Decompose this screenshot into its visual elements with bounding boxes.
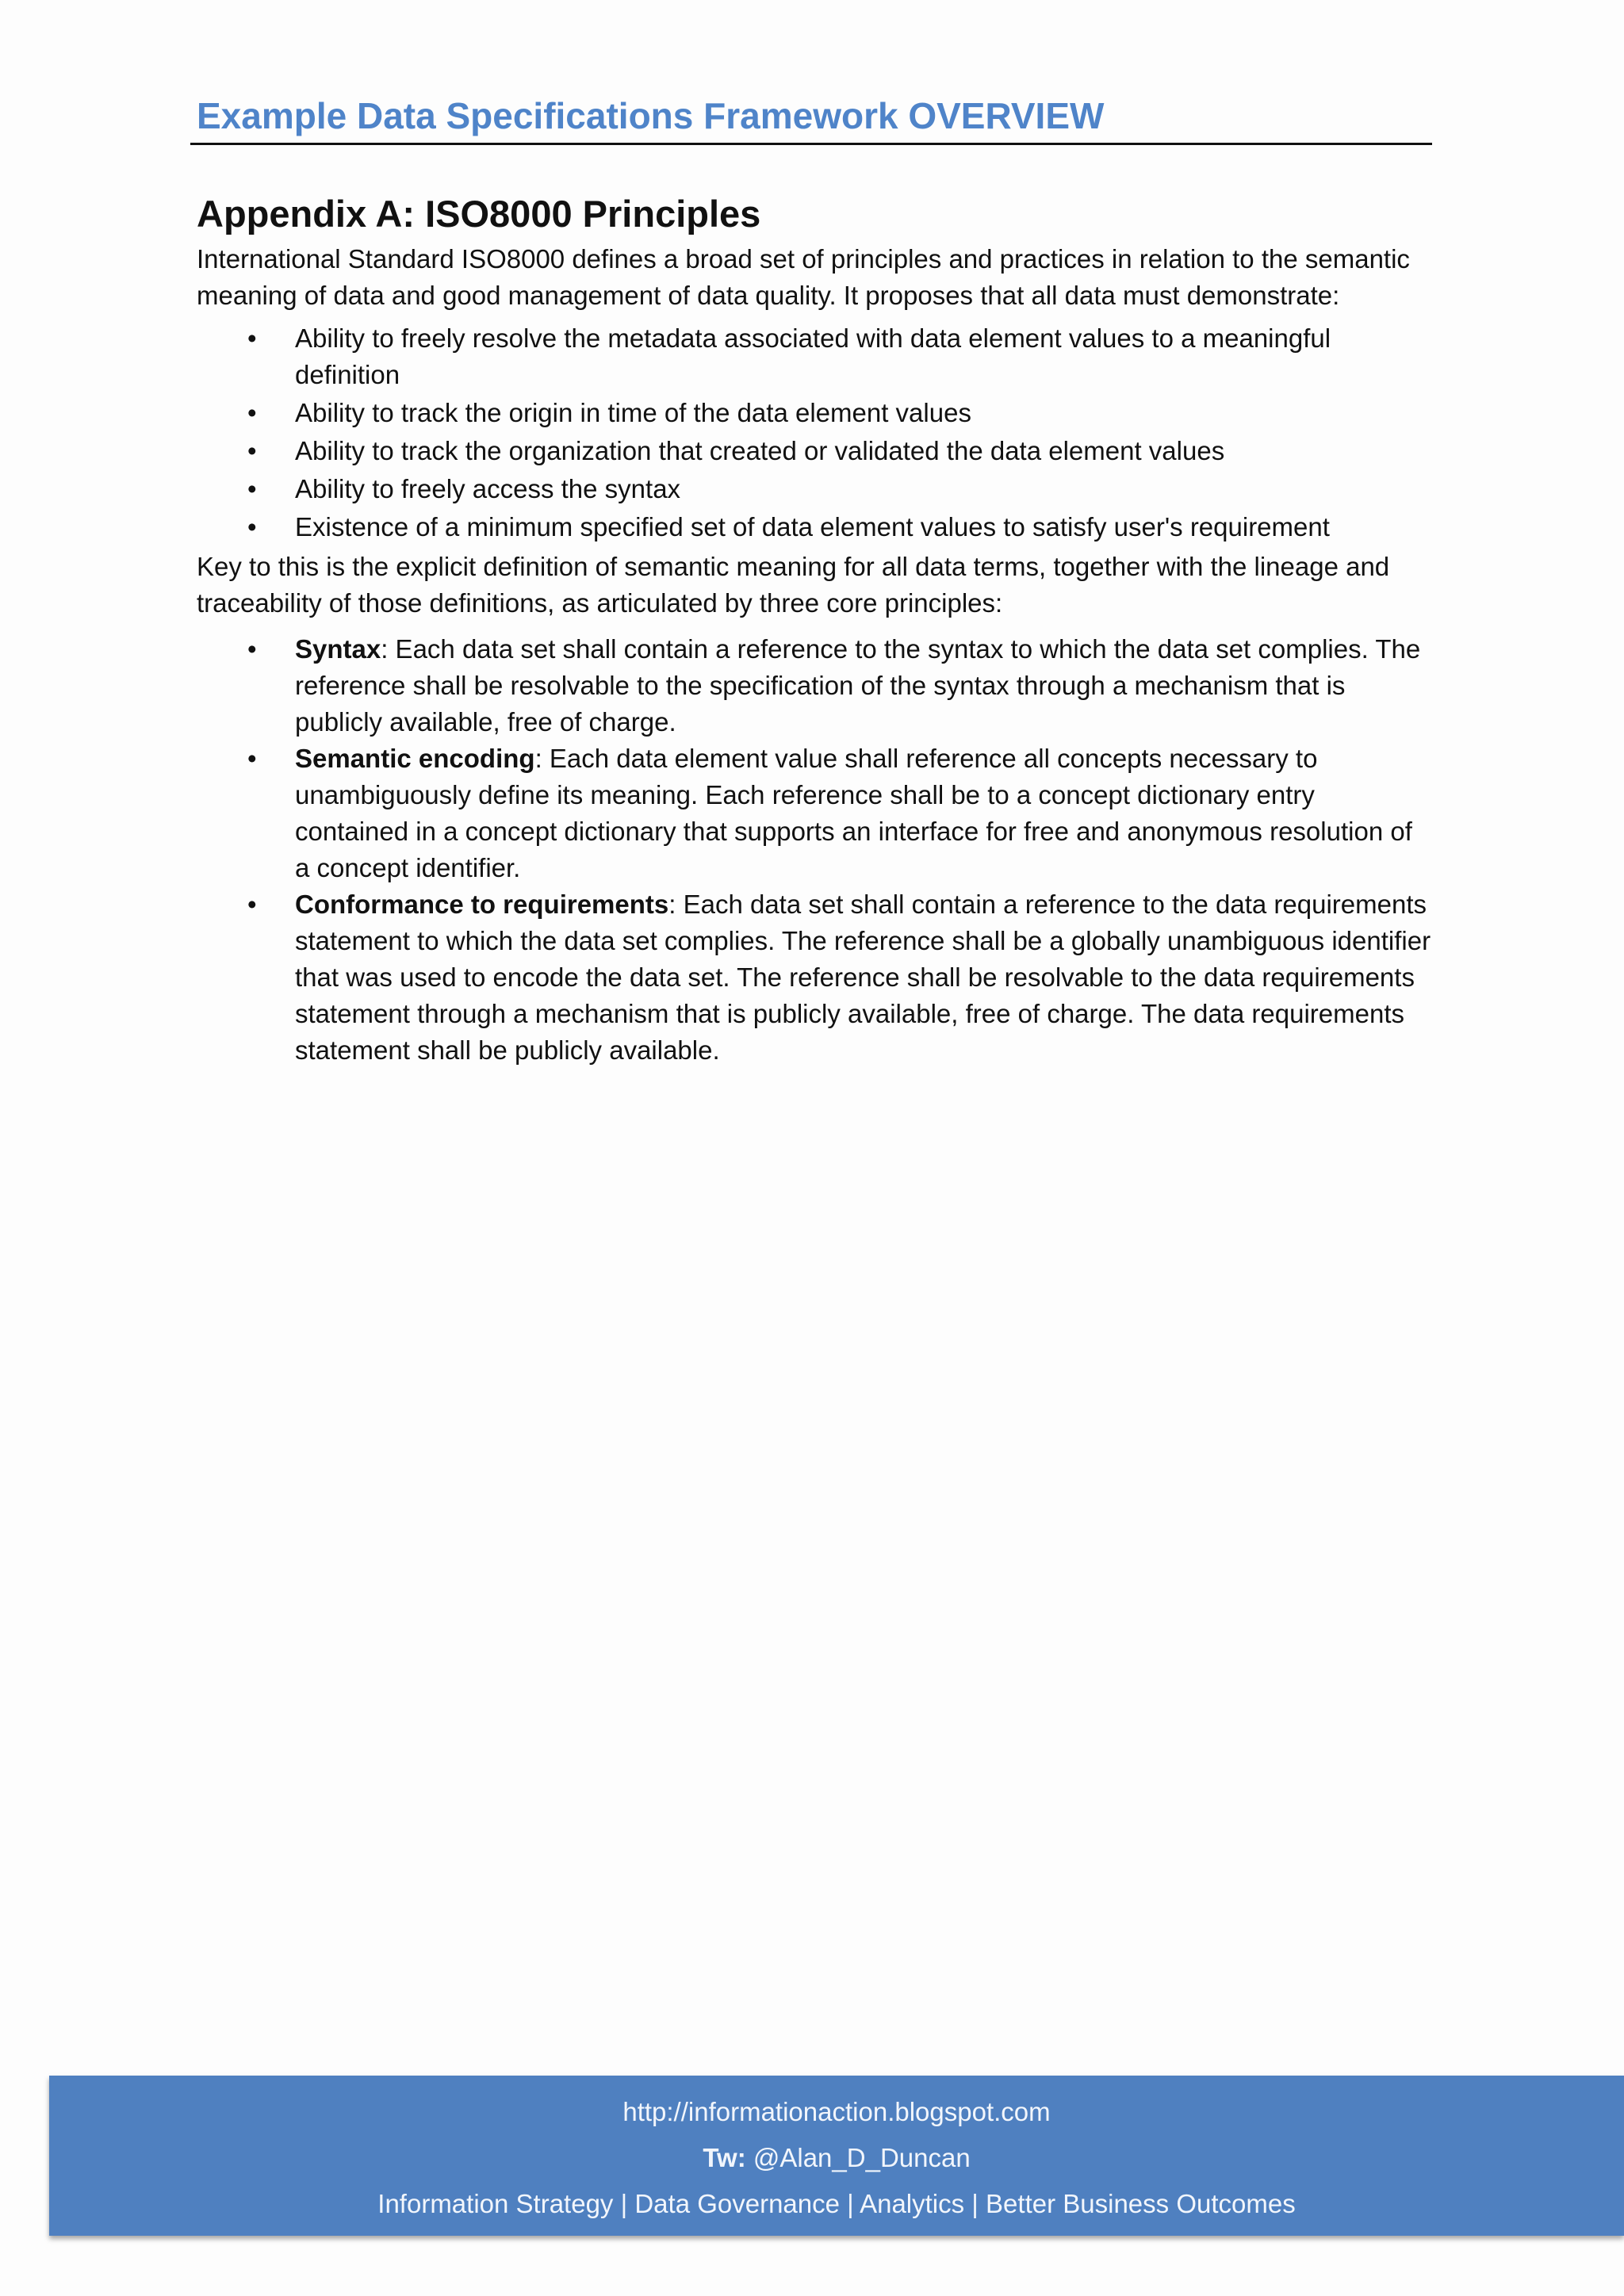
bullet-icon: •	[247, 512, 257, 541]
bullet-icon: •	[247, 744, 257, 773]
list-item	[197, 433, 1434, 469]
principle-syntax	[197, 631, 1434, 740]
abilities-list	[197, 320, 1434, 545]
principle-term: Syntax	[295, 634, 381, 664]
list-item-text: Ability to freely access the syntax	[295, 474, 681, 503]
list-item-text: Ability to track the origin in time of the data element values	[295, 398, 971, 427]
bullet-icon: •	[247, 323, 257, 353]
key-paragraph: Key to this is the explicit definition of semantic meaning for all data terms, together with the lineage and traceability of those definitions, as articulated by three core principles:	[197, 552, 1390, 618]
list-item	[197, 509, 1434, 545]
bullet-icon: •	[247, 890, 257, 919]
list-item-text: Existence of a minimum specified set of data element values to satisfy user's requirement	[295, 512, 1330, 541]
bullet-icon: •	[247, 634, 257, 664]
list-item	[197, 471, 1434, 507]
footer-url-link[interactable]: http://informationaction.blogspot.com	[622, 2097, 1051, 2126]
document-header-title: Example Data Specifications Framework OVERVIEW	[197, 95, 1105, 136]
bullet-icon: •	[247, 474, 257, 503]
list-item	[197, 320, 1434, 393]
principle-term: Conformance to requirements	[295, 890, 669, 919]
intro-paragraph: International Standard ISO8000 defines a broad set of principles and practices in relation to the semantic meaning of data and good management of data quality. It proposes that all data must demonstrate:	[197, 244, 1410, 310]
principle-text: : Each data element value shall reference all concepts necessary to unambiguously define its meaning. Each reference shall be to a concept dictionary entry contained in a concept dictionary that supports an interface for free and anonymous resolution of a concept identifier.	[295, 744, 1412, 882]
footer-banner	[49, 2076, 1624, 2236]
principle-text: : Each data set shall contain a reference to the data requirements statement to which the data set complies. The reference shall be a globally unambiguous identifier that was used to encode the data set. The reference shall be resolvable to the data requirements statement through a mechanism that is publicly available, free of charge. The data requirements statement shall be publicly available.	[295, 890, 1431, 1065]
bullet-icon: •	[247, 436, 257, 465]
appendix-heading: Appendix A: ISO8000 Principles	[197, 193, 761, 235]
principle-text: : Each data set shall contain a reference to the syntax to which the data set complies. The reference shall be resolvable to the specification of the syntax through a mechanism that is publicly available, free of charge.	[295, 634, 1421, 737]
footer-twitter	[49, 2142, 1624, 2174]
principle-term: Semantic encoding	[295, 744, 535, 773]
header-divider	[190, 143, 1432, 145]
bullet-icon: •	[247, 398, 257, 427]
principles-list	[197, 631, 1434, 1069]
list-item-text: Ability to track the organization that created or validated the data element values	[295, 436, 1225, 465]
list-item	[197, 395, 1434, 431]
document-body	[197, 190, 1434, 1072]
list-item-text: Ability to freely resolve the metadata associated with data element values to a meaningful definition	[295, 323, 1331, 389]
principle-conformance	[197, 886, 1434, 1069]
twitter-label: Tw:	[703, 2143, 746, 2172]
footer-tagline: Information Strategy | Data Governance | Analytics | Better Business Outcomes	[377, 2189, 1296, 2218]
principle-semantic-encoding	[197, 740, 1434, 886]
twitter-handle[interactable]: @Alan_D_Duncan	[745, 2143, 971, 2172]
